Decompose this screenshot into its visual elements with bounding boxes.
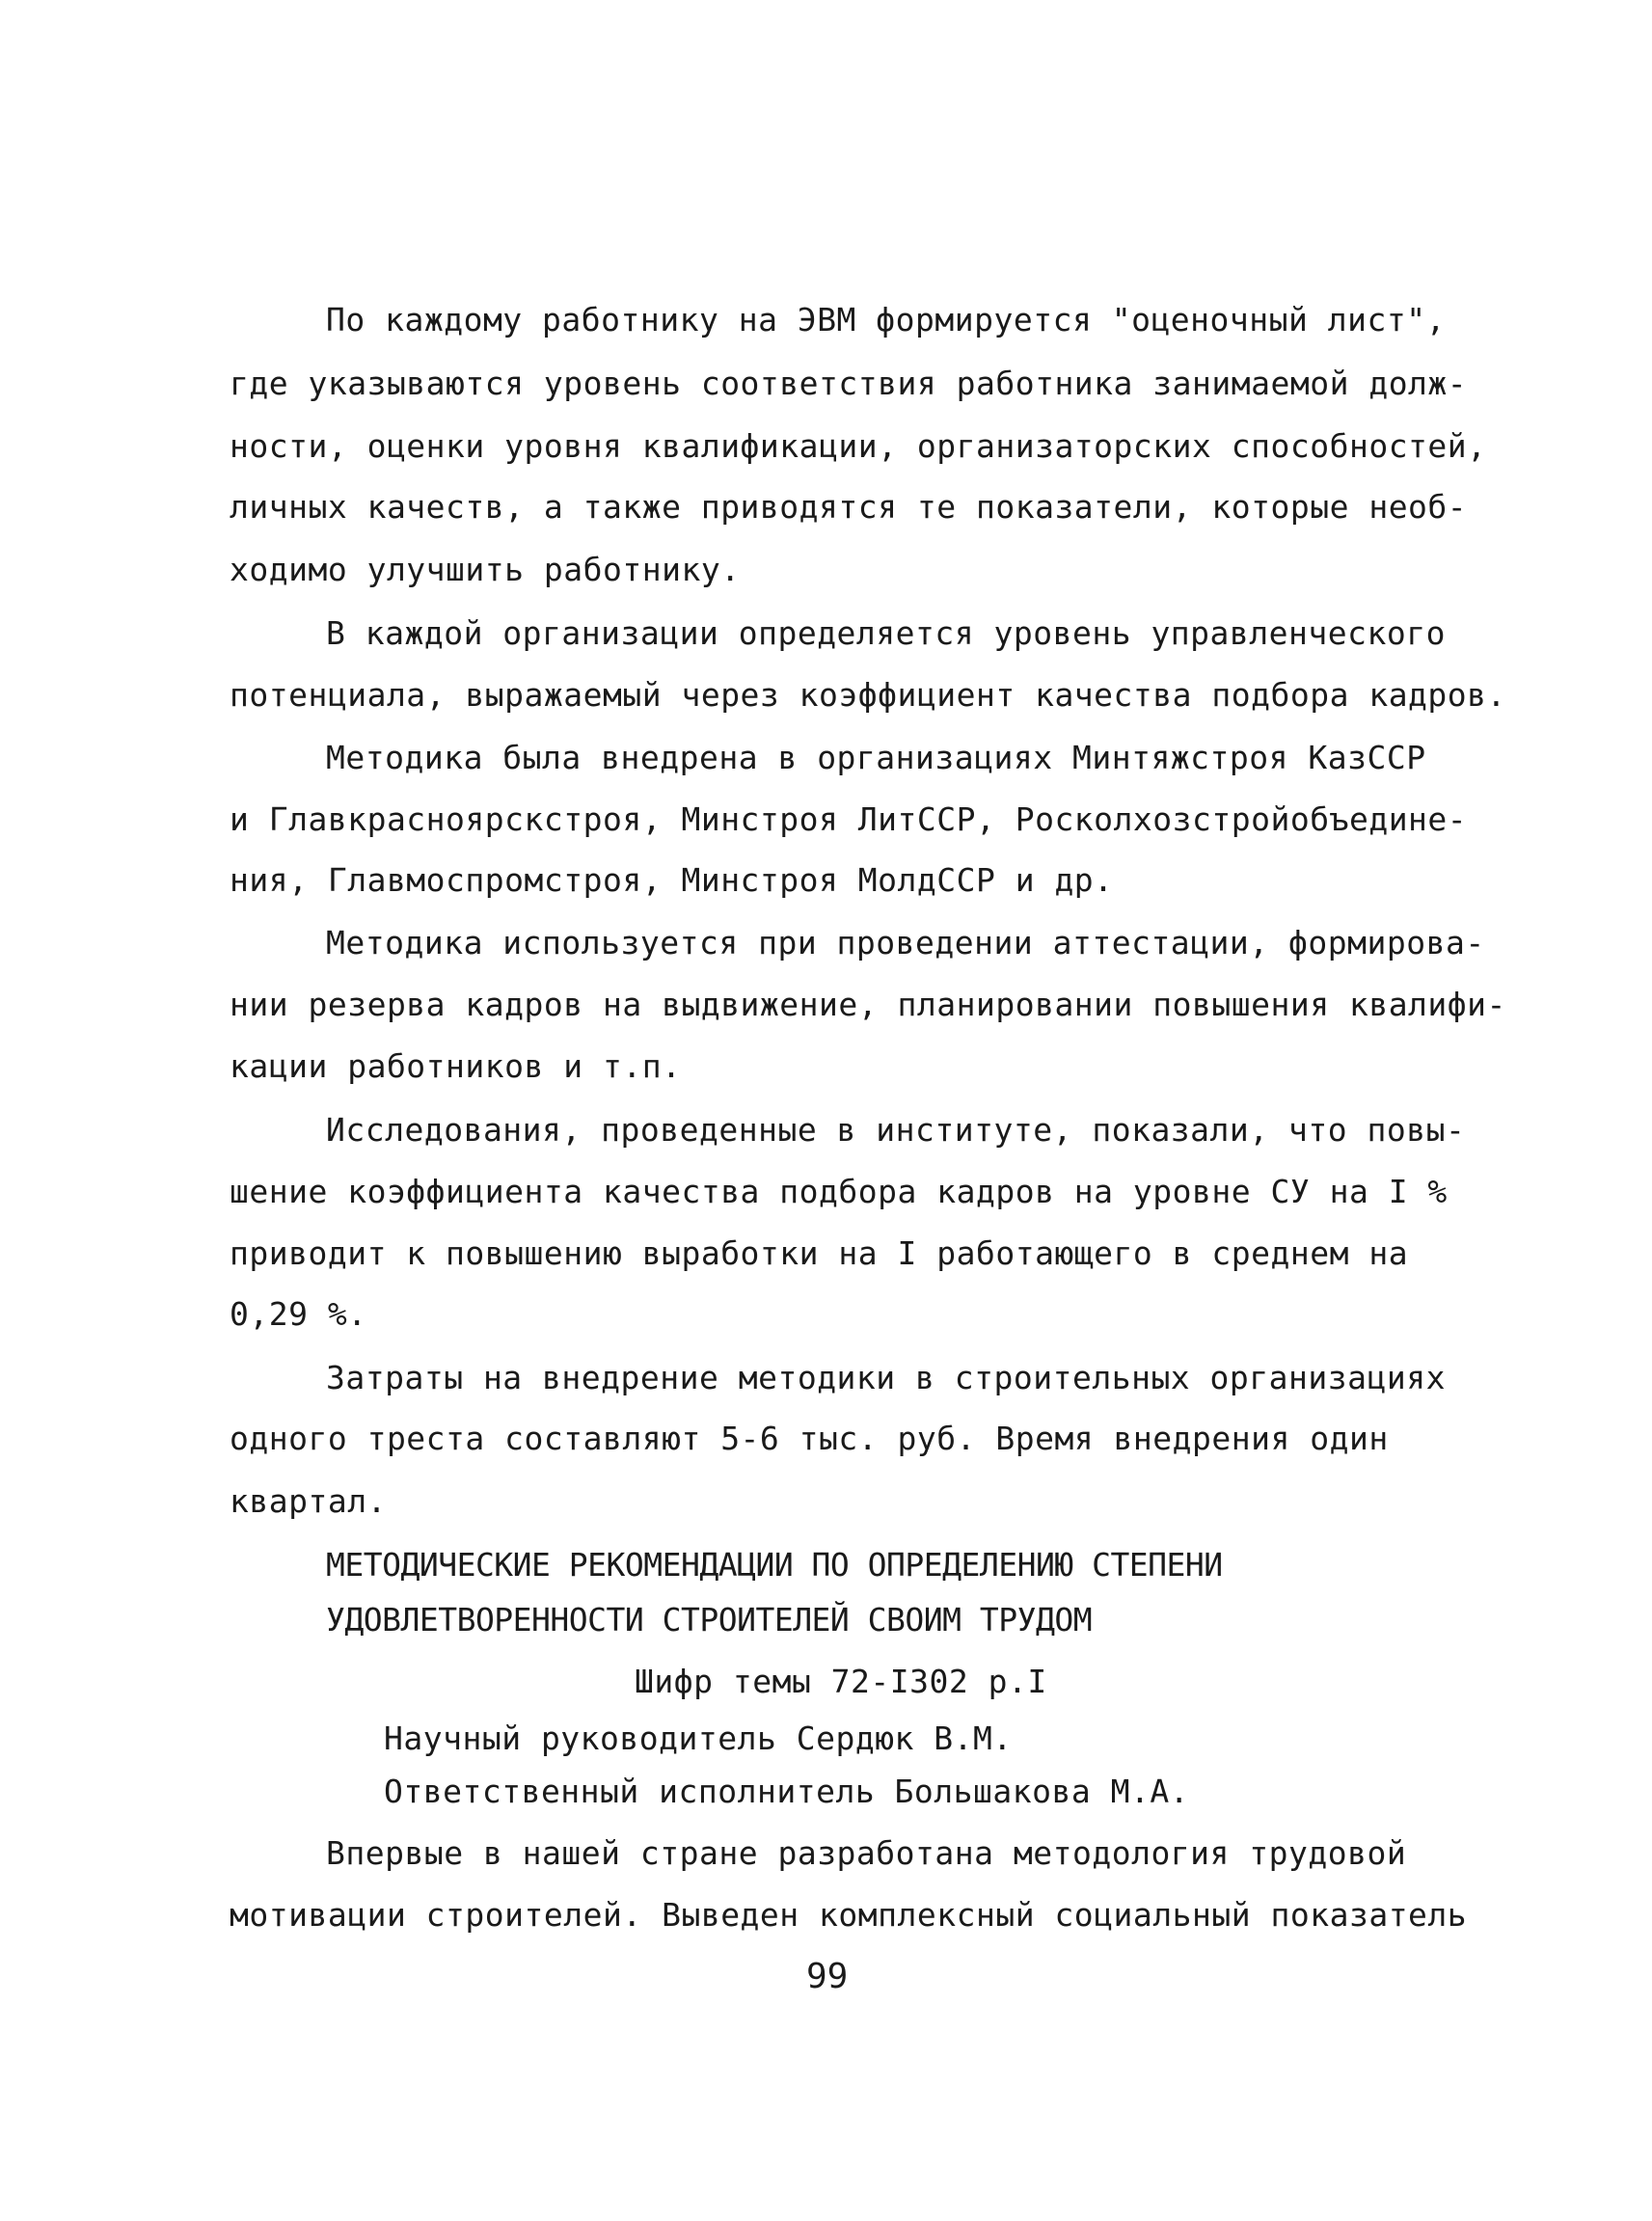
supervisor: Научный руководитель Сердюк В.М. xyxy=(384,1720,1013,1757)
paragraph-1-line-1: По каждому работнику на ЭВМ формируется "оценочный лист", xyxy=(326,301,1446,339)
paragraph-5-line-2: шение коэффициента качества подбора кадров на уровне СУ на I % xyxy=(230,1173,1448,1210)
paragraph-5-line-4: 0,29 %. xyxy=(230,1295,367,1333)
executor: Ответственный исполнитель Большакова М.А. xyxy=(384,1773,1190,1810)
final-paragraph-line-1: Впервые в нашей стране разработана методология трудовой xyxy=(326,1834,1407,1872)
section-title-line-2: УДОВЛЕТВОРЕННОСТИ СТРОИТЕЛЕЙ СВОИМ ТРУДОМ xyxy=(326,1601,1093,1639)
paragraph-1-line-3: ности, оценки уровня квалификации, организаторских способностей, xyxy=(230,427,1487,465)
paragraph-5-line-1: Исследования, проведенные в институте, показали, что повы- xyxy=(326,1111,1466,1149)
paragraph-3-line-2: и Главкрасноярскстроя, Минстроя ЛитССР, Росколхозстройобъедине- xyxy=(230,800,1468,838)
section-title-line-1: МЕТОДИЧЕСКИЕ РЕКОМЕНДАЦИИ ПО ОПРЕДЕЛЕНИЮ СТЕПЕНИ xyxy=(326,1546,1223,1584)
paragraph-6-line-1: Затраты на внедрение методики в строительных организациях xyxy=(326,1359,1446,1396)
paragraph-1-line-4: личных качеств, а также приводятся те показатели, которые необ- xyxy=(230,488,1468,526)
paragraph-3-line-3: ния, Главмоспромстроя, Минстроя МолдССР и др. xyxy=(230,861,1114,899)
paragraph-4-line-3: кации работников и т.п. xyxy=(230,1047,682,1085)
paragraph-1-line-2: где указываются уровень соответствия работника занимаемой долж- xyxy=(230,365,1468,402)
paragraph-2-line-1: В каждой организации определяется уровень управленческого xyxy=(326,614,1446,652)
paragraph-4-line-1: Методика используется при проведении аттестации, формирова- xyxy=(326,924,1485,962)
paragraph-5-line-3: приводит к повышению выработки на I работающего в среднем на xyxy=(230,1234,1409,1272)
paragraph-6-line-3: квартал. xyxy=(230,1482,387,1520)
paragraph-1-line-5: ходимо улучшить работнику. xyxy=(230,551,741,588)
paragraph-3-line-1: Методика была внедрена в организациях Минтяжстроя КазССР xyxy=(326,739,1426,776)
paragraph-2-line-2: потенциала, выражаемый через коэффициент качества подбора кадров. xyxy=(230,676,1506,714)
topic-code: Шифр темы 72-I302 р.I xyxy=(635,1663,1047,1700)
paragraph-6-line-2: одного треста составляют 5-6 тыс. руб. Время внедрения один xyxy=(230,1420,1389,1457)
page-number: 99 xyxy=(806,1957,849,1996)
final-paragraph-line-2: мотивации строителей. Выведен комплексный социальный показатель xyxy=(230,1896,1468,1934)
paragraph-4-line-2: нии резерва кадров на выдвижение, планировании повышения квалифи- xyxy=(230,986,1506,1023)
